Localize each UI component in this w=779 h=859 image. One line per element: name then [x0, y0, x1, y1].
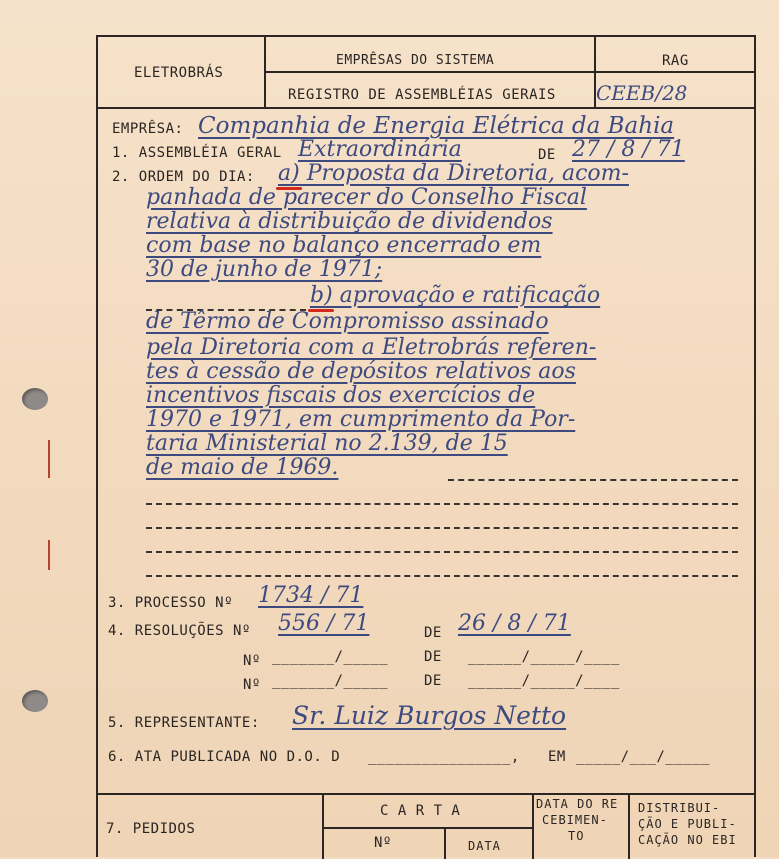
- red-pen-mark: [48, 540, 50, 570]
- red-pen-mark: [48, 440, 50, 478]
- ordem-line-10: incentivos fiscais dos exercícios de: [146, 383, 536, 408]
- em-label: EM: [548, 749, 566, 765]
- carta-data-header: DATA: [468, 839, 501, 853]
- distribuicao-header-1: DISTRIBUI-: [638, 801, 721, 815]
- blank-date: ______/_____/____: [468, 673, 620, 689]
- rag-label: RAG: [662, 53, 689, 69]
- assembleia-type: Extraordinária: [298, 137, 462, 162]
- blank-number: _______/_____: [272, 673, 389, 689]
- no-label: Nº: [243, 677, 261, 693]
- ordem-line-3: relativa à distribuição de dividendos: [146, 209, 553, 234]
- representante-label: 5. REPRESENTANTE:: [108, 715, 260, 731]
- recebimento-header-3: TO: [568, 829, 585, 843]
- group-title: EMPRÊSAS DO SISTEMA: [336, 53, 495, 68]
- punch-hole: [22, 690, 48, 712]
- pedidos-label: 7. PEDIDOS: [106, 821, 196, 837]
- ordem-line-13: de maio de 1969.: [146, 455, 339, 480]
- rag-value: CEEB/28: [596, 81, 688, 105]
- empresa-value: Companhia de Energia Elétrica da Bahia: [198, 113, 675, 139]
- resolucao-date: 26 / 8 / 71: [458, 611, 571, 636]
- assembleia-date: 27 / 8 / 71: [572, 137, 685, 162]
- blank-date: ______/_____/____: [468, 649, 620, 665]
- ordem-line-4: com base no balanço encerrado em: [146, 233, 542, 258]
- register-title: REGISTRO DE ASSEMBLÉIAS GERAIS: [288, 87, 556, 103]
- ordem-line-9: tes à cessão de depósitos relativos aos: [146, 359, 576, 384]
- assembleia-de-label: DE: [538, 147, 556, 163]
- em-blank: _____/___/_____: [576, 749, 710, 765]
- assembleia-label: 1. ASSEMBLÉIA GERAL: [112, 145, 282, 161]
- processo-value: 1734 / 71: [258, 583, 364, 608]
- distribuicao-header-3: CAÇÃO NO EBI: [638, 833, 737, 847]
- ordem-line-12: taria Ministerial no 2.139, de 15: [146, 431, 508, 456]
- carta-no-header: Nº: [374, 835, 392, 851]
- de-label: DE: [424, 673, 442, 689]
- distribuicao-header-2: ÇÃO E PUBLI-: [638, 817, 737, 831]
- ata-blank: ________________,: [368, 749, 520, 765]
- resolucao-de-label: DE: [424, 625, 442, 641]
- no-label: Nº: [243, 653, 261, 669]
- de-label: DE: [424, 649, 442, 665]
- recebimento-header-2: CEBIMEN-: [542, 813, 608, 827]
- ordem-label: 2. ORDEM DO DIA:: [112, 169, 255, 185]
- ordem-line-6: b) aprovação e ratificação: [310, 283, 601, 308]
- processo-label: 3. PROCESSO Nº: [108, 595, 234, 611]
- blank-number: _______/_____: [272, 649, 389, 665]
- carta-header: C A R T A: [380, 803, 461, 819]
- assembly-register-form: [96, 35, 756, 857]
- empresa-label: EMPRÊSA:: [112, 121, 184, 137]
- ordem-line-11: 1970 e 1971, em cumprimento da Por-: [146, 407, 576, 432]
- ordem-line-2: panhada de parecer do Conselho Fiscal: [146, 185, 587, 210]
- resolucao-number: 556 / 71: [278, 611, 370, 636]
- resolucoes-label: 4. RESOLUÇÕES Nº: [108, 623, 251, 639]
- ordem-line-5: 30 de junho de 1971;: [146, 257, 383, 282]
- ordem-line-7: de Têrmo de Compromisso assinado: [146, 309, 549, 334]
- recebimento-header-1: DATA DO RE: [536, 797, 619, 811]
- ordem-line-1: a) Proposta da Diretoria, acom-: [278, 161, 629, 186]
- punch-hole: [22, 388, 48, 410]
- org-name: ELETROBRÁS: [134, 65, 224, 81]
- ata-label: 6. ATA PUBLICADA NO D.O. D: [108, 749, 341, 765]
- representante-name: Sr. Luiz Burgos Netto: [292, 701, 567, 730]
- ordem-line-8: pela Diretoria com a Eletrobrás referen-: [146, 335, 597, 360]
